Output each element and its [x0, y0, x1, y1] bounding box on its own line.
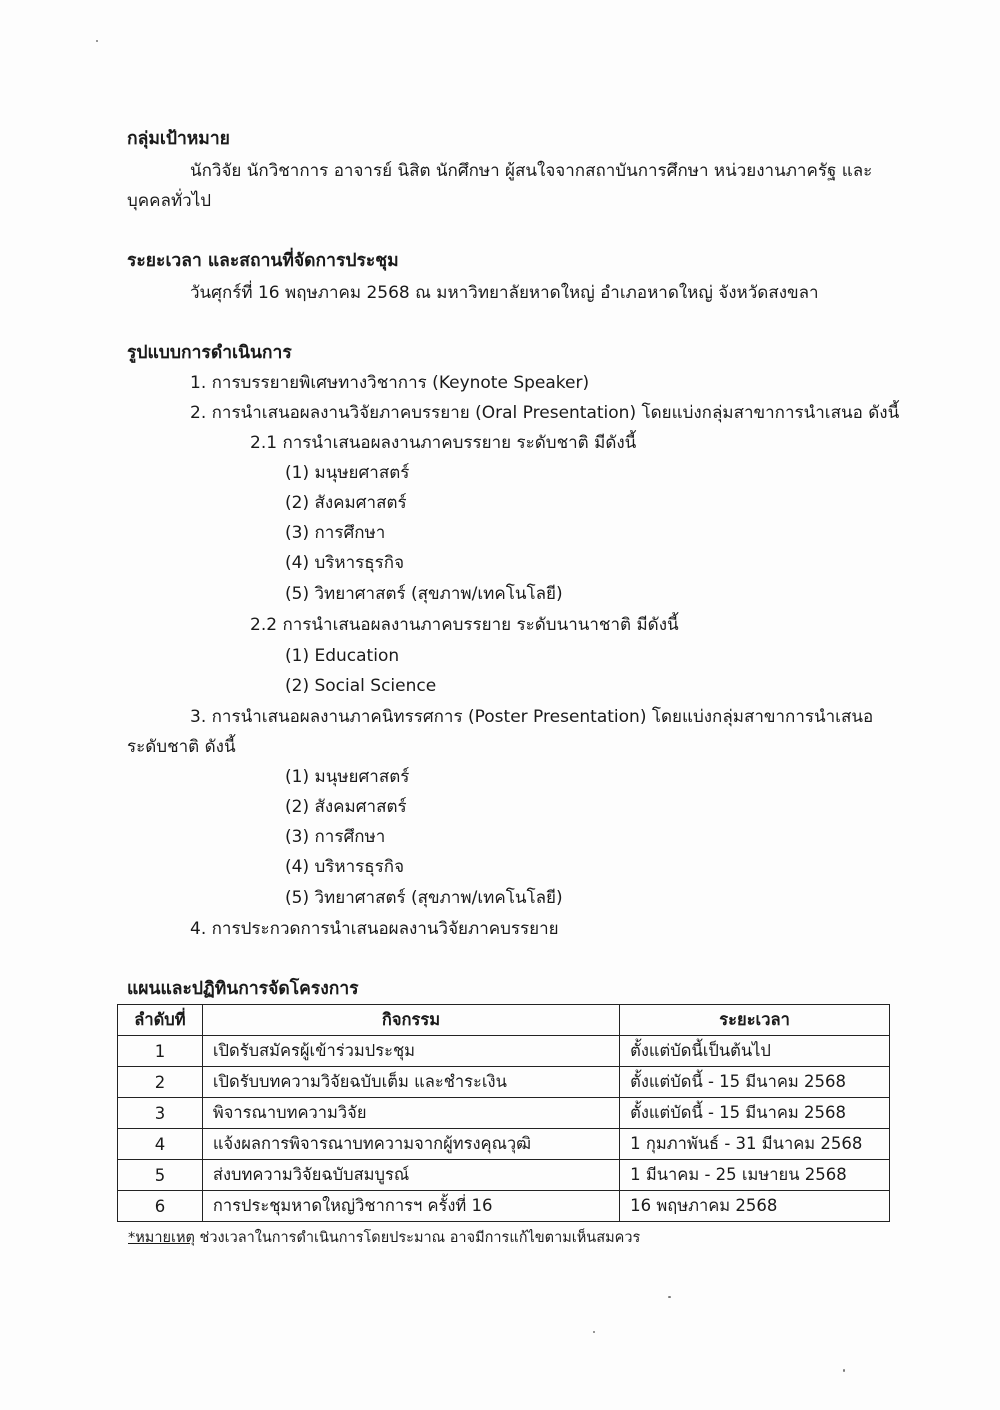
list-item: (2) สังคมศาสตร์ — [285, 797, 407, 817]
scan-speck — [593, 1331, 595, 1333]
list-item: (2) Social Science — [285, 676, 437, 696]
cell-activity: เปิดรับบทความวิจัยฉบับเต็ม และชำระเงิน — [202, 1067, 619, 1098]
list-item: (4) บริหารธุรกิจ — [285, 553, 405, 573]
column-header-order: ลำดับที่ — [118, 1005, 203, 1036]
cell-period: 1 กุมภาพันธ์ - 31 มีนาคม 2568 — [620, 1129, 890, 1160]
cell-order: 5 — [118, 1160, 203, 1191]
target-text-line2: บุคคลทั่วไป — [127, 191, 212, 211]
format-item-2-1: 2.1 การนำเสนอผลงานภาคบรรยาย ระดับชาติ มีดังนี้ — [250, 433, 637, 453]
cell-order: 1 — [118, 1036, 203, 1067]
scan-speck — [96, 40, 98, 42]
scan-speck — [668, 1296, 671, 1298]
cell-order: 6 — [118, 1191, 203, 1222]
cell-period: ตั้งแต่บัดนี้ - 15 มีนาคม 2568 — [620, 1067, 890, 1098]
list-item: (5) วิทยาศาสตร์ (สุขภาพ/เทคโนโลยี) — [285, 888, 563, 908]
list-item: (2) สังคมศาสตร์ — [285, 493, 407, 513]
cell-order: 3 — [118, 1098, 203, 1129]
list-item: (1) Education — [285, 646, 400, 666]
cell-activity: เปิดรับสมัครผู้เข้าร่วมประชุม — [202, 1036, 619, 1067]
list-item: (4) บริหารธุรกิจ — [285, 857, 405, 877]
cell-period: ตั้งแต่บัดนี้เป็นต้นไป — [620, 1036, 890, 1067]
table-row — [118, 1036, 890, 1067]
cell-activity: การประชุมหาดใหญ่วิชาการฯ ครั้งที่ 16 — [202, 1191, 619, 1222]
table-header-row — [118, 1005, 890, 1036]
cell-activity: แจ้งผลการพิจารณาบทความจากผู้ทรงคุณวุฒิ — [202, 1129, 619, 1160]
format-heading: รูปแบบการดำเนินการ — [127, 343, 292, 363]
list-item: (3) การศึกษา — [285, 523, 386, 543]
cell-order: 2 — [118, 1067, 203, 1098]
cell-activity: พิจารณาบทความวิจัย — [202, 1098, 619, 1129]
plan-heading: แผนและปฏิทินการจัดโครงการ — [127, 979, 359, 999]
list-item: (1) มนุษยศาสตร์ — [285, 463, 410, 483]
cell-period: 16 พฤษภาคม 2568 — [620, 1191, 890, 1222]
table-row — [118, 1191, 890, 1222]
footnote-text: ช่วงเวลาในการดำเนินการโดยประมาณ อาจมีการแก้ไขตามเห็นสมควร — [194, 1230, 641, 1246]
column-header-period: ระยะเวลา — [620, 1005, 890, 1036]
plan-table — [117, 1004, 890, 1222]
cell-period: ตั้งแต่บัดนี้ - 15 มีนาคม 2568 — [620, 1098, 890, 1129]
table-row — [118, 1098, 890, 1129]
list-item: (3) การศึกษา — [285, 827, 386, 847]
table-row — [118, 1067, 890, 1098]
format-item-2: 2. การนำเสนอผลงานวิจัยภาคบรรยาย (Oral Presentation) โดยแบ่งกลุ่มสาขาการนำเสนอ ดังนี้ — [190, 403, 900, 423]
format-item-3-line1: 3. การนำเสนอผลงานภาคนิทรรศการ (Poster Presentation) โดยแบ่งกลุ่มสาขาการนำเสนอ — [190, 707, 874, 727]
cell-period: 1 มีนาคม - 25 เมษายน 2568 — [620, 1160, 890, 1191]
format-item-2-2: 2.2 การนำเสนอผลงานภาคบรรยาย ระดับนานาชาติ มีดังนี้ — [250, 615, 679, 635]
cell-activity: ส่งบทความวิจัยฉบับสมบูรณ์ — [202, 1160, 619, 1191]
column-header-activity: กิจกรรม — [202, 1005, 619, 1036]
target-heading: กลุ่มเป้าหมาย — [127, 129, 230, 149]
venue-heading: ระยะเวลา และสถานที่จัดการประชุม — [127, 251, 399, 271]
format-item-4: 4. การประกวดการนำเสนอผลงานวิจัยภาคบรรยาย — [190, 919, 559, 939]
format-item-3-line2: ระดับชาติ ดังนี้ — [127, 737, 236, 757]
list-item: (5) วิทยาศาสตร์ (สุขภาพ/เทคโนโลยี) — [285, 584, 563, 604]
venue-text: วันศุกร์ที่ 16 พฤษภาคม 2568 ณ มหาวิทยาลัยหาดใหญ่ อำเภอหาดใหญ่ จังหวัดสงขลา — [190, 283, 819, 303]
table-row — [118, 1129, 890, 1160]
footnote — [128, 1226, 640, 1249]
list-item: (1) มนุษยศาสตร์ — [285, 767, 410, 787]
scan-speck — [843, 1369, 845, 1372]
table-row — [118, 1160, 890, 1191]
cell-order: 4 — [118, 1129, 203, 1160]
footnote-label: *หมายเหตุ — [128, 1230, 195, 1246]
format-item-1: 1. การบรรยายพิเศษทางวิชาการ (Keynote Speaker) — [190, 373, 590, 393]
target-text-line1: นักวิจัย นักวิชาการ อาจารย์ นิสิต นักศึกษา ผู้สนใจจากสถาบันการศึกษา หน่วยงานภาครัฐ และ — [190, 161, 873, 181]
